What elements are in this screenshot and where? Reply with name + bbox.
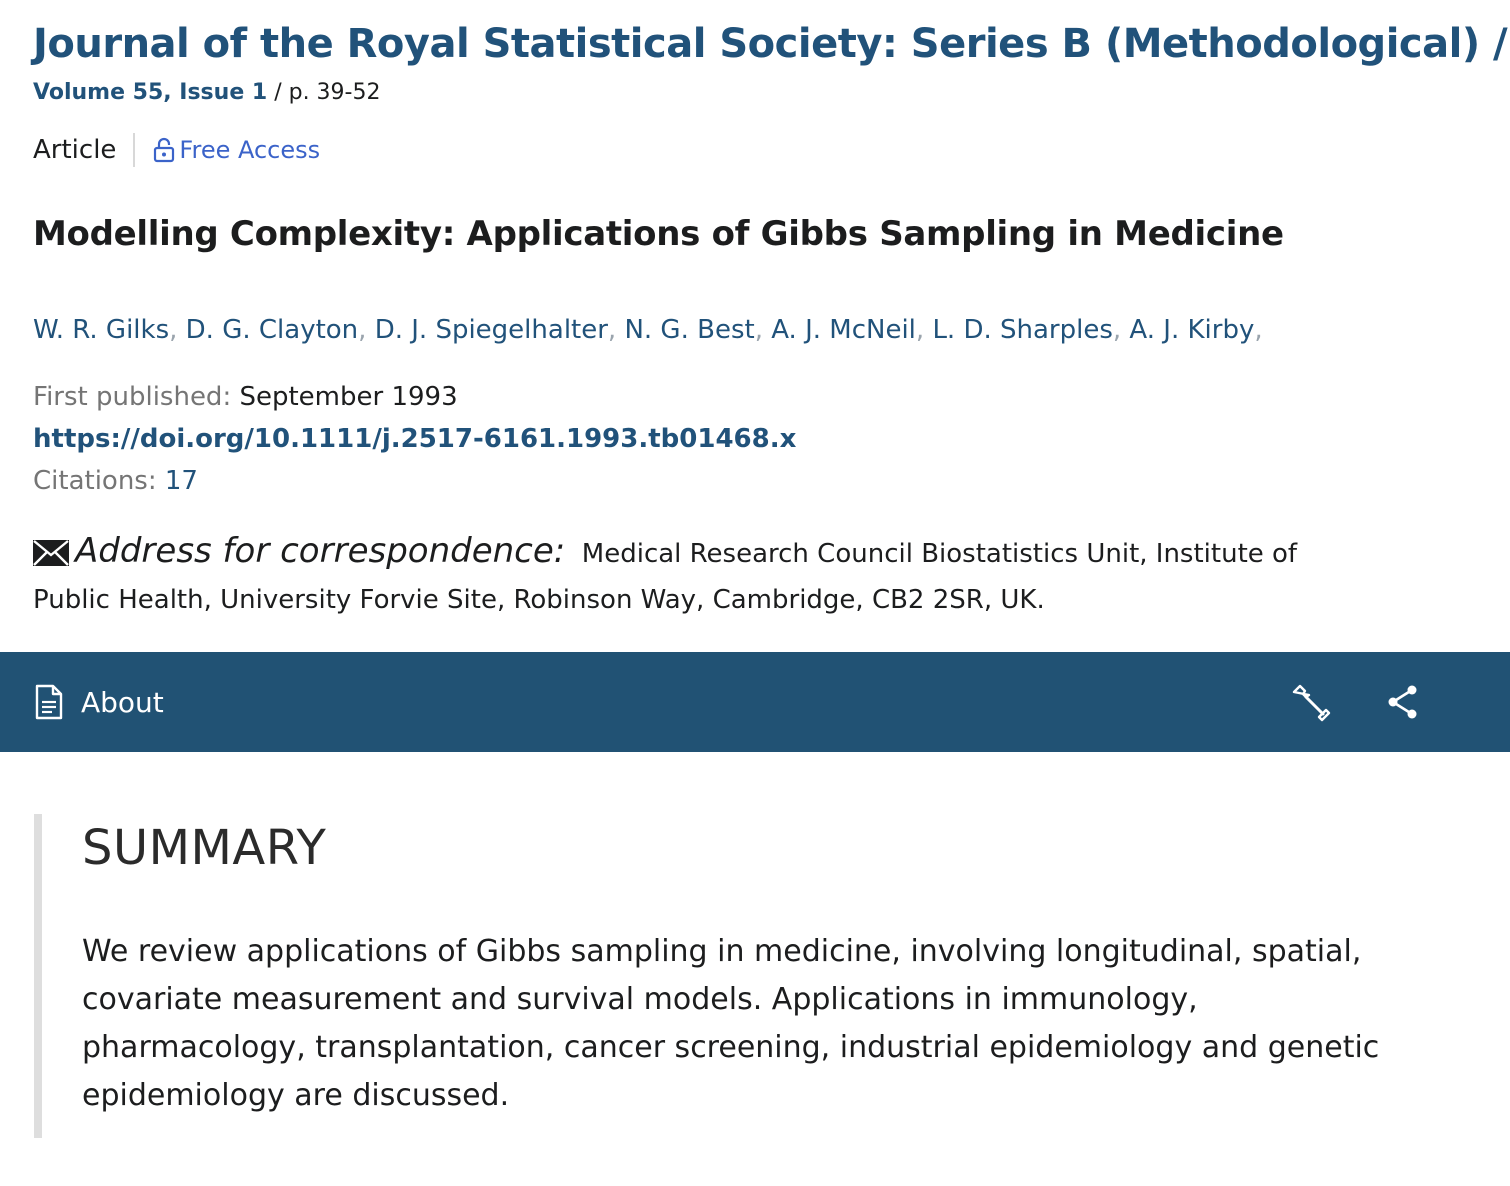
about-tab[interactable] <box>33 652 164 752</box>
correspondence-block <box>33 528 1373 623</box>
article-type: Article <box>33 135 117 165</box>
issue-separator: / <box>267 80 289 105</box>
first-published-row <box>33 376 796 418</box>
author-list <box>33 312 1263 348</box>
citations-count[interactable]: 17 <box>164 466 198 496</box>
free-access-label: Free Access <box>179 136 321 164</box>
author-separator: , <box>607 315 617 345</box>
author-link[interactable]: L. D. Sharples <box>932 315 1113 345</box>
author-separator: , <box>1254 315 1263 345</box>
author-separator: , <box>915 315 925 345</box>
author-link[interactable]: D. G. Clayton <box>185 315 359 345</box>
author-separator: , <box>754 315 763 345</box>
first-published-label: First published: <box>33 382 232 412</box>
author-link[interactable]: A. J. McNeil <box>771 315 916 345</box>
publication-meta <box>33 376 796 502</box>
envelope-icon <box>33 540 69 566</box>
journal-title-link[interactable]: Journal of the Royal Statistical Society: Series B (Methodological) <box>33 21 1480 67</box>
author-link[interactable]: A. J. Kirby <box>1129 315 1255 345</box>
author-separator: , <box>169 315 178 345</box>
issue-breadcrumb <box>33 78 381 108</box>
doi-row <box>33 418 796 460</box>
journal-title <box>33 18 1507 70</box>
summary-section <box>34 814 1462 1138</box>
article-toolbar <box>0 652 1510 752</box>
author-link[interactable]: D. J. Spiegelhalter <box>374 315 608 345</box>
free-access-badge <box>153 136 320 164</box>
unlock-icon <box>153 137 175 163</box>
doi-link[interactable]: https://doi.org/10.1111/j.2517-6161.1993.tb01468.x <box>33 424 797 454</box>
document-icon <box>33 684 65 720</box>
summary-text: We review applications of Gibbs sampling in medicine, involving longitudinal, spatial, covariate measurement and survival models. Applications in immunology, pharmacology, transplantation, cancer screening, industrial epidemiology and genetic epidemiology are discussed. <box>82 934 1380 1113</box>
article-title: Modelling Complexity: Applications of Gibbs Sampling in Medicine <box>33 214 1284 254</box>
correspondence-label: Address for correspondence: <box>75 531 566 571</box>
author-separator: , <box>358 315 367 345</box>
tools-button[interactable] <box>1290 682 1332 728</box>
first-published-date: September 1993 <box>239 382 458 412</box>
wrench-icon <box>1290 682 1332 724</box>
article-type-row <box>33 130 320 170</box>
share-button[interactable] <box>1386 684 1420 724</box>
share-icon <box>1386 684 1420 720</box>
issue-link[interactable]: Volume 55, Issue 1 <box>33 80 268 105</box>
page-range: p. 39-52 <box>288 80 381 105</box>
citations-label: Citations: <box>33 466 157 496</box>
summary-heading: SUMMARY <box>82 820 327 876</box>
citations-row <box>33 460 796 502</box>
author-separator: , <box>1112 315 1122 345</box>
divider <box>133 133 135 167</box>
author-link[interactable]: N. G. Best <box>624 315 755 345</box>
author-link[interactable]: W. R. Gilks <box>33 315 170 345</box>
about-label: About <box>81 685 164 719</box>
correspondence-address: Medical Research Council Biostatistics Unit, Institute of Public Health, University Forvie Site, Robinson Way, Cambridge, CB2 2SR, UK. <box>33 539 1298 615</box>
journal-title-separator: / <box>1479 21 1508 67</box>
